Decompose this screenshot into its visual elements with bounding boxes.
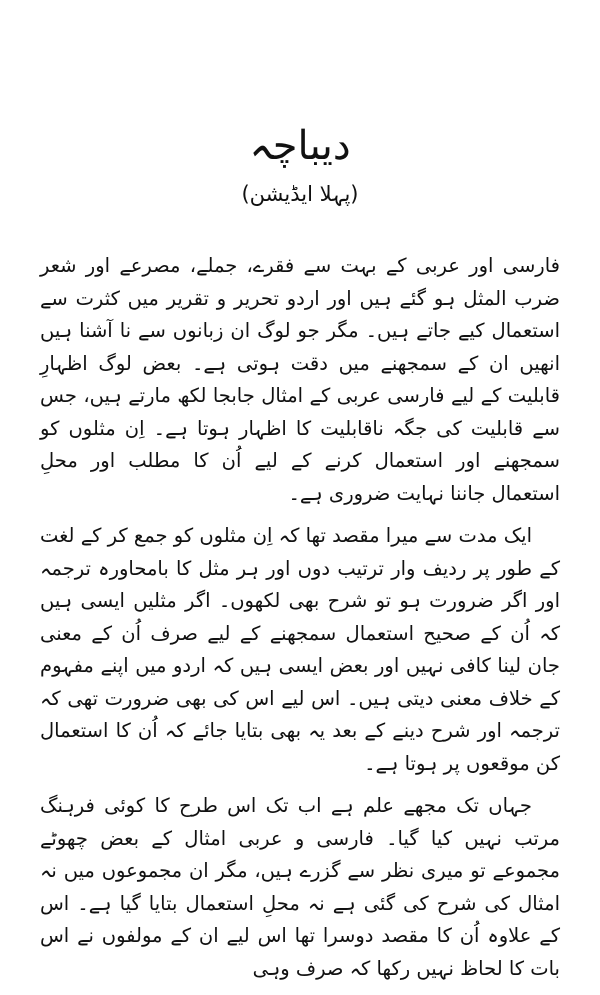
paragraph-1: فارسی اور عربی کے بہت سے فقرے، جملے، مصرعے اور شعر ضرب المثل ہو گئے ہیں اور اردو تحریر و تقریر میں کثرت سے استعمال کیے جاتے ہیں۔ مگر جو لوگ ان زبانوں سے نا آشنا ہیں انھیں ان کے سمجھنے میں دقت ہوتی ہے۔ بعض لوگ اظہارِ قابلیت کے لیے فارسی عربی کے امثال جابجا لکھ مارتے ہیں، جس سے قابلیت کی جگہ ناقابلیت کا اظہار ہوتا ہے۔ اِن مثلوں کو سمجھنے اور استعمال کرنے کے لیے اُن کا مطلب اور محلِ استعمال جاننا نہایت ضروری ہے۔ — [40, 254, 560, 505]
paragraph-3: جہاں تک مجھے علم ہے اب تک اس طرح کا کوئی فرہنگ مرتب نہیں کیا گیا۔ فارسی و عربی امثال کے بعض چھوٹے مجموعے تو میری نظر سے گزرے ہیں، مگر ان مجموعوں میں نہ امثال کی شرح کی گئی ہے نہ محلِ استعمال بتایا گیا ہے۔ اس کے علاوہ اُن کا مقصد دوسرا تھا اس لیے ان کے مولفوں نے اس بات کا لحاظ نہیں رکھا کہ صرف وہی — [40, 794, 560, 980]
page-title: دیباچہ — [249, 123, 351, 169]
body-text — [40, 250, 560, 995]
paragraph-2: ایک مدت سے میرا مقصد تھا کہ اِن مثلوں کو جمع کر کے لغت کے طور پر ردیف وار ترتیب دوں اور ہر مثل کا بامحاورہ ترجمہ اور اگر ضرورت ہو تو شرح بھی لکھوں۔ اگر مثلیں ایسی ہیں کہ اُن کے صحیح استعمال سمجھنے کے لیے صرف اُن کے معنی جان لینا کافی نہیں اور بعض ایسی ہیں کہ اردو میں اپنے مفہوم کے خلاف معنی دیتی ہیں۔ اس لیے اس کی بھی ضرورت تھی کہ ترجمہ اور شرح دینے کے بعد یہ بھی بتایا جائے کہ اُن کا استعمال کن موقعوں پر ہوتا ہے۔ — [40, 524, 560, 775]
page-subtitle: (پہلا ایڈیشن) — [241, 182, 359, 206]
